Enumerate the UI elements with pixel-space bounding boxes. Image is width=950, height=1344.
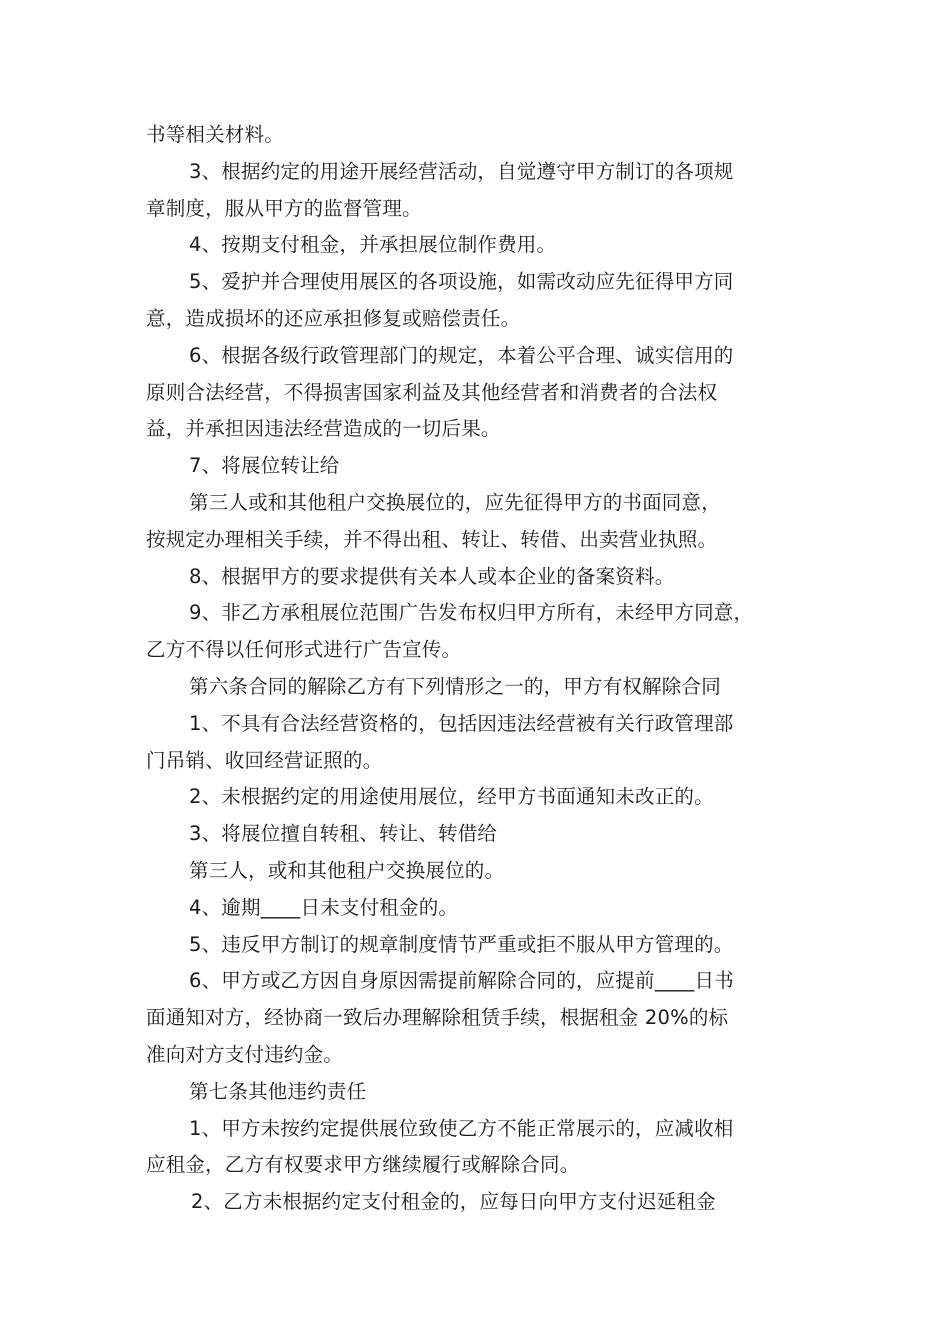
text-line-15: 乙方不得以任何形式进行广告宣传。	[146, 638, 462, 662]
text-line-7: 6、根据各级行政管理部门的规定，本着公平合理、诚实信用的	[189, 343, 734, 367]
text-line-5: 5、爱护并合理使用展区的各项设施，如需改动应先征得甲方同	[189, 270, 734, 294]
text-line-30: 2、乙方未根据约定支付租金的，应每日向甲方支付迟延租金	[191, 1190, 716, 1214]
text-line-21: 第三人，或和其他租户交换展位的。	[189, 858, 505, 882]
text-line-29: 应租金，乙方有权要求甲方继续履行或解除合同。	[146, 1153, 580, 1177]
text-line-27: 第七条其他违约责任	[189, 1079, 367, 1103]
text-line-3: 章制度，服从甲方的监督管理。	[146, 196, 422, 220]
text-line-24: 6、甲方或乙方因自身原因需提前解除合同的，应提前____日书	[189, 969, 734, 993]
text-line-26: 准向对方支付违约金。	[146, 1042, 344, 1066]
text-line-22: 4、逾期____日未支付租金的。	[189, 895, 459, 919]
text-line-9: 益，并承担因违法经营造成的一切后果。	[146, 417, 501, 441]
text-line-28: 1、甲方未按约定提供展位致使乙方不能正常展示的，应减收相	[189, 1116, 734, 1140]
text-line-12: 按规定办理相关手续，并不得出租、转让、转借、出卖营业执照。	[146, 527, 718, 551]
text-line-17: 1、不具有合法经营资格的，包括因违法经营被有关行政管理部	[189, 711, 734, 735]
text-line-13: 8、根据甲方的要求提供有关本人或本企业的备案资料。	[189, 564, 675, 588]
text-line-2: 3、根据约定的用途开展经营活动，自觉遵守甲方制订的各项规	[189, 159, 734, 183]
text-line-1: 书等相关材料。	[146, 123, 284, 146]
document-body	[146, 117, 826, 1221]
text-line-16: 第六条合同的解除乙方有下列情形之一的，甲方有权解除合同	[189, 674, 721, 698]
text-line-25: 面通知对方，经协商一致后办理解除租赁手续，根据租金 20%的标	[146, 1006, 729, 1030]
text-line-6: 意，造成损坏的还应承担修复或赔偿责任。	[146, 306, 521, 330]
text-line-20: 3、将展位擅自转租、转让、转借给	[189, 822, 498, 846]
text-line-11: 第三人或和其他租户交换展位的，应先征得甲方的书面同意，	[189, 490, 721, 514]
text-line-19: 2、未根据约定的用途使用展位，经甲方书面通知未改正的。	[189, 785, 714, 809]
text-line-23: 5、违反甲方制订的规章制度情节严重或拒不服从甲方管理的。	[189, 932, 734, 956]
text-line-14: 9、非乙方承租展位范围广告发布权归甲方所有，未经甲方同意，	[189, 601, 754, 625]
text-line-18: 门吊销、收回经营证照的。	[146, 748, 383, 772]
text-line-10: 7、将展位转让给	[189, 454, 340, 478]
text-line-4: 4、按期支付租金，并承担展位制作费用。	[189, 233, 557, 257]
text-line-8: 原则合法经营，不得损害国家利益及其他经营者和消费者的合法权	[146, 380, 718, 404]
